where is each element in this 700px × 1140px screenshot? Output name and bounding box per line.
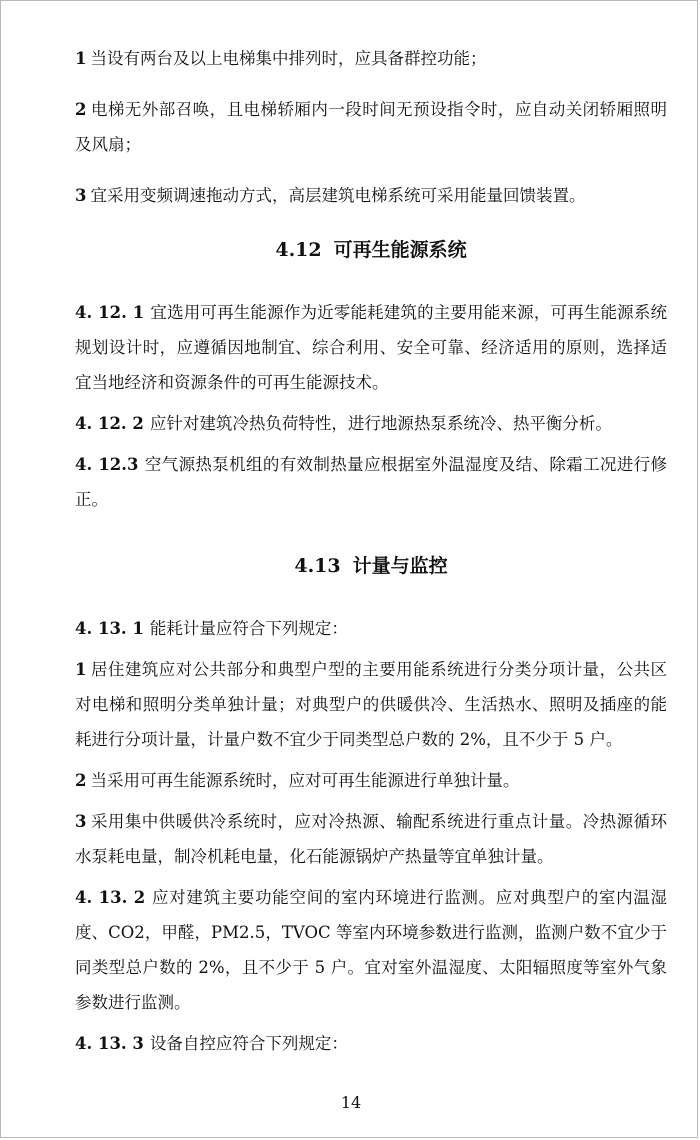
clause-text: 空气源热泵机组的有效制热量应根据室外温湿度及结、除霜工况进行修正。 (75, 455, 668, 509)
clause-text: 应针对建筑冷热负荷特性，进行地源热泵系统冷、热平衡分析。 (149, 414, 612, 433)
clause-text: 宜选用可再生能源作为近零能耗建筑的主要用能来源，可再生能源系统规划设计时，应遵循因地制宜、综合利用、安全可靠、经济适用的原则，选择适宜当地经济和资源条件的可再生能源技术。 (75, 303, 668, 392)
clause-number: 4. 12. 1 (75, 303, 145, 322)
section-title: 计量与监控 (352, 555, 448, 577)
section-heading-4-13 (75, 551, 667, 581)
list-item (75, 652, 667, 757)
clause-text: 能耗计量应符合下列规定： (149, 619, 348, 638)
section-number: 4.13 (294, 555, 341, 577)
clause (75, 880, 667, 1020)
list-item (75, 178, 667, 213)
section-heading-4-12 (75, 235, 667, 265)
clause-number: 4. 12. 2 (75, 414, 144, 433)
clause-number: 4. 13. 1 (75, 619, 144, 638)
item-number: 3 (75, 186, 87, 205)
section-title: 可再生能源系统 (333, 239, 467, 261)
item-text: 宜采用变频调速拖动方式，高层建筑电梯系统可采用能量回馈装置。 (90, 186, 586, 205)
clause (75, 611, 667, 646)
item-text: 居住建筑应对公共部分和典型户型的主要用能系统进行分类分项计量，公共区对电梯和照明分类单独计量；对典型户的供暖供冷、生活热水、照明及插座的能耗进行分项计量，计量户数不宜少于同类型总户数的 2%，且不少于 5 户。 (75, 660, 667, 749)
clause-text: 应对建筑主要功能空间的室内环境进行监测。应对典型户的室内温湿度、CO2，甲醛，PM2.5，TVOC 等室内环境参数进行监测，监测户数不宜少于同类型总户数的 2%，且不少于 5 户。宜对室外温湿度、太阳辐照度等室外气象参数进行监测。 (75, 888, 667, 1012)
list-item (75, 92, 667, 162)
item-text: 采用集中供暖供冷系统时，应对冷热源、输配系统进行重点计量。冷热源循环水泵耗电量，制冷机耗电量，化石能源锅炉产热量等宜单独计量。 (75, 812, 667, 866)
clause-text: 设备自控应符合下列规定： (149, 1034, 348, 1053)
list-item (75, 763, 667, 798)
list-item (75, 41, 667, 76)
item-text: 电梯无外部召唤，且电梯轿厢内一段时间无预设指令时，应自动关闭轿厢照明及风扇； (75, 100, 667, 154)
clause (75, 406, 667, 441)
item-number: 2 (75, 771, 87, 790)
section-number: 4.12 (275, 239, 322, 261)
item-number: 1 (75, 49, 87, 68)
page-content (75, 41, 667, 1061)
clause (75, 1026, 667, 1061)
item-number: 3 (75, 812, 87, 831)
list-item (75, 804, 667, 874)
clause (75, 447, 667, 517)
item-text: 当采用可再生能源系统时，应对可再生能源进行单独计量。 (90, 771, 520, 790)
item-number: 1 (75, 660, 87, 679)
page-number: 14 (340, 1093, 362, 1112)
clause-number: 4. 13. 3 (75, 1034, 144, 1053)
clause-number: 4. 13. 2 (75, 888, 146, 907)
item-number: 2 (75, 100, 87, 119)
clause-number: 4. 12.3 (75, 455, 139, 474)
clause (75, 295, 667, 400)
item-text: 当设有两台及以上电梯集中排列时，应具备群控功能； (90, 49, 487, 68)
